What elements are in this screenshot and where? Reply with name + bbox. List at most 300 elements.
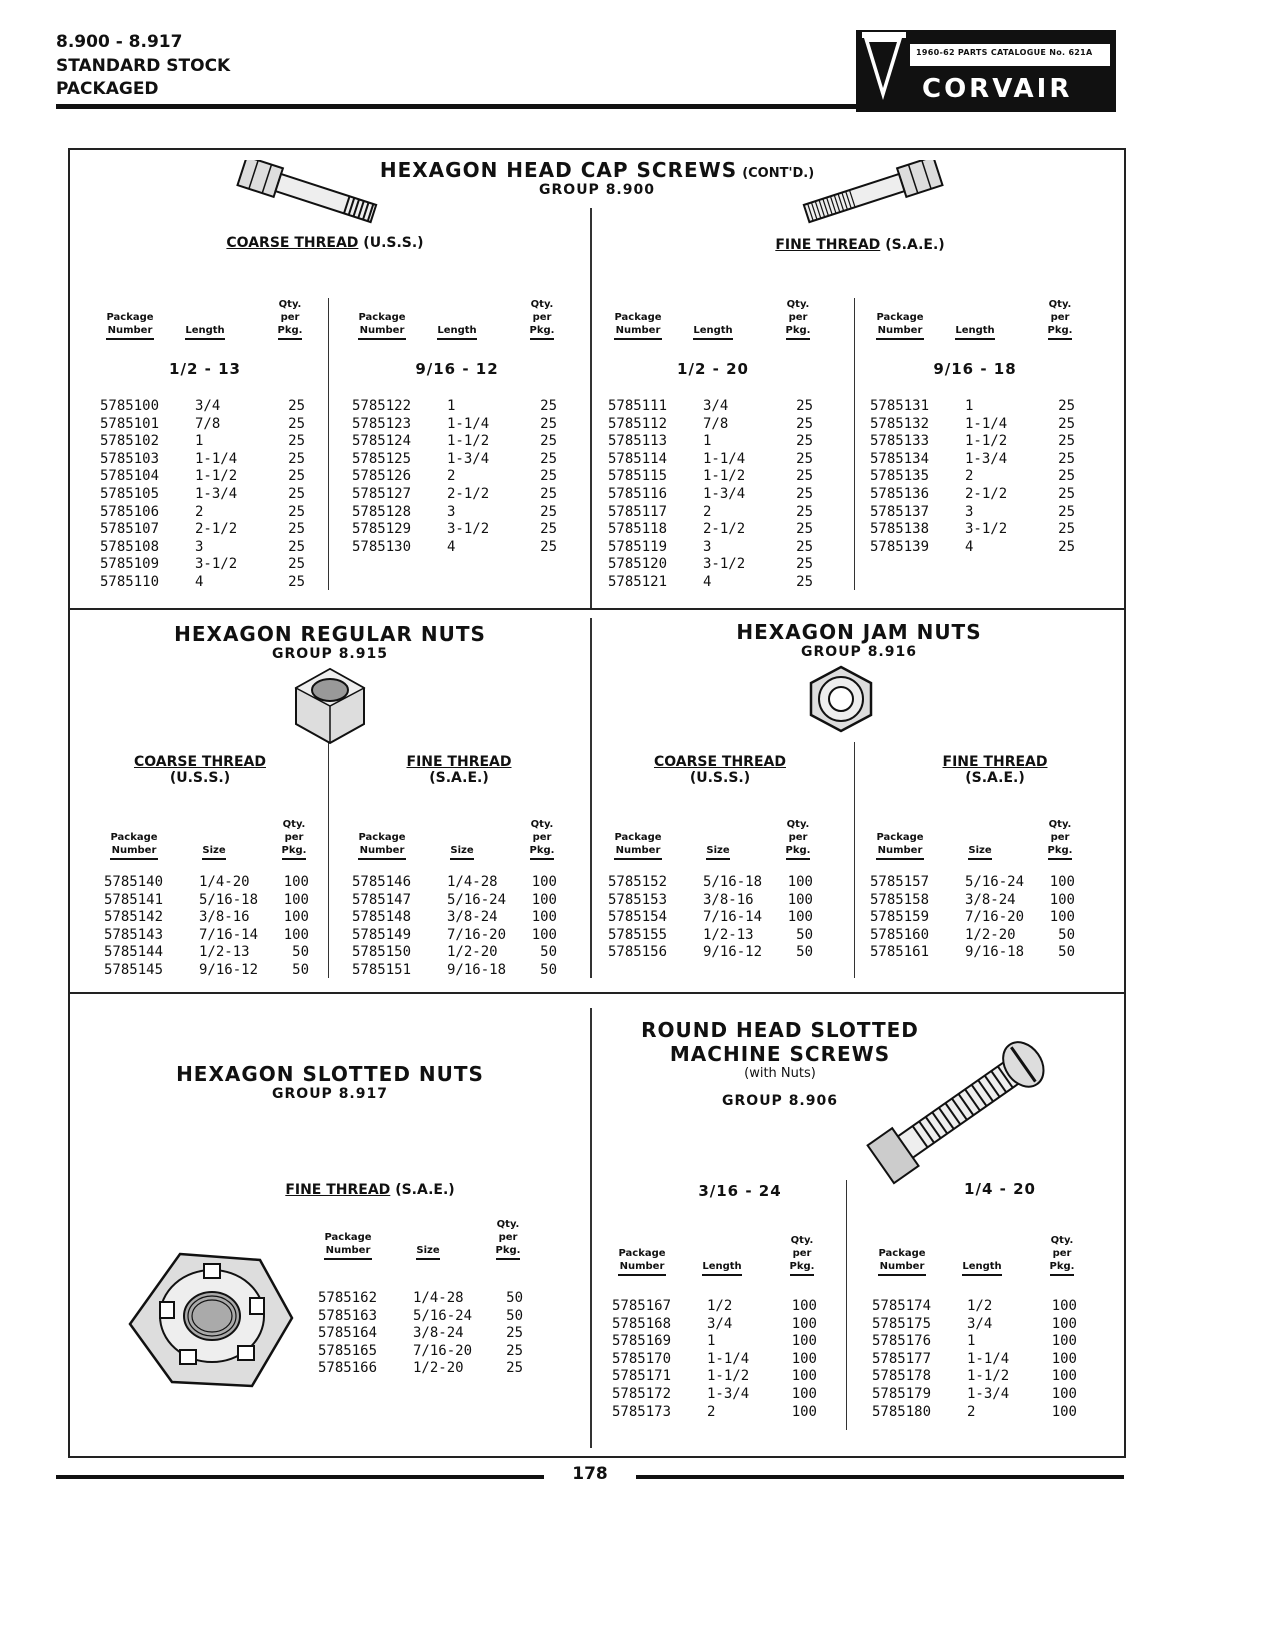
jam-nut-icon: [806, 664, 876, 734]
qty-cell: 100: [1049, 909, 1075, 926]
col-qty: Qty. per Pkg.: [1040, 298, 1080, 340]
size-heading: 9/16 - 18: [933, 360, 1017, 378]
spec-cell: 4: [703, 573, 712, 590]
package-number-cell: 5785132: [870, 415, 930, 432]
package-number-cell: 5785123: [352, 415, 412, 432]
table-row: [104, 909, 309, 927]
spec-cell: 1/2: [707, 1298, 733, 1314]
qty-cell: 25: [540, 485, 557, 502]
package-number-cell: 5785111: [608, 398, 668, 414]
qty-cell: 25: [1058, 468, 1075, 485]
package-number-cell: 5785144: [104, 944, 164, 961]
qty-cell: 100: [1051, 1385, 1077, 1402]
qty-cell: 25: [288, 573, 305, 590]
spec-cell: 1/4-28: [447, 874, 498, 890]
slotted-fine-thread-label: [270, 1182, 470, 1198]
spec-cell: 1/4-28: [413, 1290, 464, 1306]
table-row: [100, 539, 305, 557]
spec-cell: 1-1/2: [447, 433, 490, 450]
spec-cell: 9/16-12: [703, 944, 763, 961]
table-row: [104, 874, 309, 892]
ms-table-2: [872, 1298, 1077, 1421]
table-row: [612, 1316, 817, 1334]
reg-fine-colheads: [352, 818, 562, 860]
table-row: [870, 451, 1075, 469]
spec-cell: 1-3/4: [965, 450, 1008, 467]
qty-cell: 50: [506, 1290, 523, 1306]
qty-cell: 25: [288, 556, 305, 573]
qty-cell: 100: [1051, 1403, 1077, 1420]
spec-cell: 1: [707, 1333, 716, 1350]
machine-screws-title-1: ROUND HEAD SLOTTED: [641, 1018, 919, 1042]
spec-cell: 3/8-16: [199, 909, 250, 926]
package-number-cell: 5785137: [870, 503, 930, 520]
qty-cell: 25: [288, 538, 305, 555]
col-qty: Qty. per Pkg.: [1042, 1234, 1082, 1276]
size-heading: 1/2 - 13: [169, 360, 241, 378]
slotted-nuts-heading: [70, 1062, 590, 1102]
package-number-cell: 5785101: [100, 415, 160, 432]
spec-cell: 5/16-24: [413, 1307, 473, 1324]
package-number-cell: 5785145: [104, 961, 164, 978]
header-range: 8.900 - 8.917: [56, 32, 183, 52]
col-length: Length: [672, 1260, 772, 1276]
table-row: [352, 892, 557, 910]
package-number-cell: 5785126: [352, 468, 412, 485]
qty-cell: 100: [791, 1333, 817, 1350]
qty-cell: 25: [1058, 503, 1075, 520]
spec-cell: 2: [703, 503, 712, 520]
cap-divider-left: [328, 298, 329, 590]
col-length: Length: [932, 1260, 1032, 1276]
qty-cell: 50: [796, 926, 813, 943]
qty-cell: 25: [288, 521, 305, 538]
package-number-cell: 5785158: [870, 891, 930, 908]
spec-cell: 3-1/2: [195, 556, 238, 573]
cap-screws-contd: (CONT'D.): [742, 166, 815, 181]
table-row: [318, 1290, 523, 1308]
table-row: [870, 874, 1075, 892]
table-row: [318, 1308, 523, 1326]
spec-cell: 1/4-20: [199, 874, 250, 890]
spec-cell: 1-1/2: [703, 468, 746, 485]
col-length: Length: [160, 324, 250, 340]
spec-cell: 7/16-20: [965, 909, 1025, 926]
size-heading: 9/16 - 12: [415, 360, 499, 378]
table-row: [870, 892, 1075, 910]
qty-cell: 100: [531, 874, 557, 890]
spec-cell: 1-1/2: [965, 433, 1008, 450]
spec-cell: 1-1/4: [703, 450, 746, 467]
qty-cell: 25: [540, 398, 557, 414]
package-number-cell: 5785170: [612, 1350, 672, 1367]
col-package-number: Package Number: [612, 1247, 672, 1276]
cap-coarse-thread-label: [210, 235, 440, 251]
table-row: [870, 486, 1075, 504]
qty-cell: 50: [292, 944, 309, 961]
cap-fine-label: FINE THREAD: [775, 237, 881, 253]
package-number-cell: 5785155: [608, 926, 668, 943]
table-row: [870, 433, 1075, 451]
spec-cell: 1: [965, 398, 974, 414]
spec-cell: 3/4: [703, 398, 729, 414]
ms-colheads-2: [872, 1234, 1082, 1276]
spec-cell: 3/8-24: [447, 909, 498, 926]
brand-corvair: CORVAIR: [922, 74, 1073, 104]
table-row: [608, 944, 813, 962]
spec-cell: 5/16-18: [199, 891, 259, 908]
package-number-cell: 5785180: [872, 1403, 932, 1420]
table-row: [318, 1343, 523, 1361]
reg-fine-thread-label: [384, 754, 534, 786]
qty-cell: 100: [1049, 891, 1075, 908]
table-row: [608, 468, 813, 486]
size-heading: 1/2 - 20: [677, 360, 749, 378]
table-row: [612, 1368, 817, 1386]
spec-cell: 7/16-20: [447, 926, 507, 943]
table-row: [100, 574, 305, 592]
package-number-cell: 5785135: [870, 468, 930, 485]
table-row: [872, 1386, 1077, 1404]
spec-cell: 3/8-24: [413, 1325, 464, 1342]
package-number-cell: 5785139: [870, 538, 930, 555]
cap-screws-group: GROUP 8.900: [539, 182, 655, 198]
cap-table-3: [608, 398, 813, 592]
cap-table-4: [870, 398, 1075, 556]
table-row: [870, 504, 1075, 522]
qty-cell: 100: [1051, 1333, 1077, 1350]
reg-fine-label: FINE THREAD: [406, 754, 512, 770]
spec-cell: 1-3/4: [195, 485, 238, 502]
col-package-number: Package Number: [318, 1231, 378, 1260]
spec-cell: 7/8: [703, 415, 729, 432]
table-row: [870, 416, 1075, 434]
package-number-cell: 5785138: [870, 521, 930, 538]
qty-cell: 25: [796, 450, 813, 467]
table-row: [872, 1298, 1077, 1316]
spec-cell: 1-3/4: [967, 1385, 1010, 1402]
col-size: Size: [668, 844, 768, 860]
qty-cell: 25: [796, 556, 813, 573]
slotted-nuts-group: GROUP 8.917: [272, 1086, 388, 1102]
machine-screw-icon: [850, 1030, 1070, 1190]
package-number-cell: 5785148: [352, 909, 412, 926]
spec-cell: 3: [703, 538, 712, 555]
qty-cell: 100: [1051, 1368, 1077, 1385]
col-size: Size: [378, 1244, 478, 1260]
section-divider-2: [68, 992, 1126, 994]
cap-center-divider: [590, 208, 592, 608]
package-number-cell: 5785167: [612, 1298, 672, 1314]
spec-cell: 3/8-16: [703, 891, 754, 908]
spec-cell: 7/16-14: [703, 909, 763, 926]
qty-cell: 50: [1058, 944, 1075, 961]
qty-cell: 100: [531, 926, 557, 943]
package-number-cell: 5785161: [870, 944, 930, 961]
spec-cell: 2-1/2: [965, 485, 1008, 502]
qty-cell: 100: [787, 909, 813, 926]
table-row: [608, 539, 813, 557]
package-number-cell: 5785112: [608, 415, 668, 432]
cap-block-2: [352, 298, 562, 378]
package-number-cell: 5785133: [870, 433, 930, 450]
ms-colheads-1: [612, 1234, 822, 1276]
cap-screws-title: HEXAGON HEAD CAP SCREWS: [379, 158, 738, 182]
package-number-cell: 5785163: [318, 1307, 378, 1324]
spec-cell: 3/4: [195, 398, 221, 414]
qty-cell: 25: [796, 503, 813, 520]
table-row: [872, 1351, 1077, 1369]
package-number-cell: 5785178: [872, 1368, 932, 1385]
qty-cell: 100: [283, 926, 309, 943]
reg-fine-table: [352, 874, 557, 980]
col-package-number: Package Number: [872, 1247, 932, 1276]
package-number-cell: 5785154: [608, 909, 668, 926]
jam-coarse-thread-label: [640, 754, 800, 786]
spec-cell: 1/2-20: [965, 926, 1016, 943]
header-packaged: PACKAGED: [56, 79, 159, 99]
package-number-cell: 5785113: [608, 433, 668, 450]
spec-cell: 2: [195, 503, 204, 520]
qty-cell: 25: [1058, 485, 1075, 502]
table-row: [608, 451, 813, 469]
qty-cell: 25: [288, 398, 305, 414]
table-row: [100, 433, 305, 451]
regular-nuts-group: GROUP 8.915: [272, 646, 388, 662]
section-divider-1: [68, 608, 1126, 610]
table-row: [870, 539, 1075, 557]
table-row: [612, 1386, 817, 1404]
qty-cell: 25: [288, 468, 305, 485]
header-standard-stock: STANDARD STOCK: [56, 56, 231, 76]
cap-block-1: [100, 298, 310, 378]
package-number-cell: 5785104: [100, 468, 160, 485]
qty-cell: 25: [796, 415, 813, 432]
spec-cell: 7/16-14: [199, 926, 259, 943]
footer-rule-left: [56, 1475, 544, 1479]
package-number-cell: 5785108: [100, 538, 160, 555]
table-row: [608, 504, 813, 522]
machine-screws-group: GROUP 8.906: [722, 1093, 838, 1109]
table-row: [100, 398, 305, 416]
qty-cell: 100: [1051, 1315, 1077, 1332]
table-row: [870, 398, 1075, 416]
spec-cell: 1/2: [967, 1298, 993, 1314]
package-number-cell: 5785100: [100, 398, 160, 414]
package-number-cell: 5785172: [612, 1385, 672, 1402]
qty-cell: 100: [283, 891, 309, 908]
nuts-center-divider: [590, 618, 592, 978]
col-length: Length: [412, 324, 502, 340]
package-number-cell: 5785115: [608, 468, 668, 485]
header-rule: [56, 104, 856, 109]
table-row: [352, 962, 557, 980]
regular-nuts-heading: [70, 622, 590, 662]
table-row: [352, 874, 557, 892]
package-number-cell: 5785175: [872, 1315, 932, 1332]
table-row: [872, 1368, 1077, 1386]
col-qty: Qty. per Pkg.: [782, 1234, 822, 1276]
package-number-cell: 5785103: [100, 450, 160, 467]
bottom-center-divider: [590, 1008, 592, 1448]
package-number-cell: 5785162: [318, 1290, 378, 1306]
qty-cell: 100: [283, 874, 309, 890]
col-qty: Qty. per Pkg.: [1040, 818, 1080, 860]
spec-cell: 4: [965, 538, 974, 555]
table-row: [612, 1333, 817, 1351]
package-number-cell: 5785122: [352, 398, 412, 414]
package-number-cell: 5785114: [608, 450, 668, 467]
package-number-cell: 5785107: [100, 521, 160, 538]
table-row: [612, 1351, 817, 1369]
col-qty: Qty. per Pkg.: [522, 818, 562, 860]
table-row: [104, 892, 309, 910]
bolt-coarse-icon: [230, 160, 390, 230]
package-number-cell: 5785116: [608, 485, 668, 502]
qty-cell: 25: [288, 503, 305, 520]
spec-cell: 1/2-20: [447, 944, 498, 961]
col-length: Length: [668, 324, 758, 340]
machine-screws-note: (with Nuts): [744, 1066, 816, 1081]
qty-cell: 25: [288, 433, 305, 450]
qty-cell: 25: [796, 538, 813, 555]
jam-coarse-table: [608, 874, 813, 962]
package-number-cell: 5785130: [352, 538, 412, 555]
table-row: [608, 398, 813, 416]
qty-cell: 50: [1058, 926, 1075, 943]
reg-divider: [328, 742, 329, 978]
spec-cell: 9/16-12: [199, 961, 259, 978]
catalogue-label: 1960-62 PARTS CATALOGUE No. 621A: [916, 48, 1093, 57]
package-number-cell: 5785117: [608, 503, 668, 520]
table-row: [352, 468, 557, 486]
spec-cell: 1/2-13: [199, 944, 250, 961]
col-qty: Qty. per Pkg.: [270, 298, 310, 340]
spec-cell: 3/4: [967, 1315, 993, 1332]
spec-cell: 3: [447, 503, 456, 520]
qty-cell: 100: [1049, 874, 1075, 890]
table-row: [352, 539, 557, 557]
table-row: [870, 521, 1075, 539]
spec-cell: 3/4: [707, 1315, 733, 1332]
table-row: [608, 416, 813, 434]
spec-cell: 3-1/2: [703, 556, 746, 573]
table-row: [608, 486, 813, 504]
qty-cell: 25: [796, 433, 813, 450]
table-row: [100, 451, 305, 469]
reg-coarse-table: [104, 874, 309, 980]
spec-cell: 9/16-18: [447, 961, 507, 978]
qty-cell: 25: [288, 415, 305, 432]
slotted-nuts-title: HEXAGON SLOTTED NUTS: [176, 1062, 484, 1086]
package-number-cell: 5785125: [352, 450, 412, 467]
qty-cell: 25: [1058, 398, 1075, 414]
table-row: [872, 1333, 1077, 1351]
bolt-fine-icon: [790, 160, 950, 230]
slotted-colheads: [318, 1218, 528, 1260]
package-number-cell: 5785106: [100, 503, 160, 520]
jam-fine-thread-label: [920, 754, 1070, 786]
table-row: [100, 486, 305, 504]
spec-cell: 1-1/2: [707, 1368, 750, 1385]
spec-cell: 2: [967, 1403, 976, 1420]
package-number-cell: 5785118: [608, 521, 668, 538]
ms-table-1: [612, 1298, 817, 1421]
slotted-nut-icon: [120, 1246, 295, 1396]
col-qty: Qty. per Pkg.: [488, 1218, 528, 1260]
slotted-fine-label: FINE THREAD: [285, 1182, 391, 1198]
col-package-number: Package Number: [870, 831, 930, 860]
qty-cell: 25: [540, 450, 557, 467]
jam-coarse-spec: (U.S.S.): [689, 770, 751, 786]
package-number-cell: 5785110: [100, 573, 160, 590]
slotted-fine-spec: (S.A.E.): [395, 1182, 455, 1198]
qty-cell: 100: [791, 1315, 817, 1332]
col-package-number: Package Number: [870, 311, 930, 340]
qty-cell: 25: [288, 485, 305, 502]
col-package-number: Package Number: [100, 311, 160, 340]
spec-cell: 3-1/2: [965, 521, 1008, 538]
col-length: Length: [930, 324, 1020, 340]
reg-coarse-thread-label: [120, 754, 280, 786]
package-number-cell: 5785171: [612, 1368, 672, 1385]
qty-cell: 100: [531, 891, 557, 908]
spec-cell: 2: [447, 468, 456, 485]
spec-cell: 1: [703, 433, 712, 450]
cap-coarse-label: COARSE THREAD: [226, 235, 359, 251]
spec-cell: 4: [447, 538, 456, 555]
col-size: Size: [412, 844, 512, 860]
qty-cell: 100: [791, 1403, 817, 1420]
qty-cell: 25: [540, 538, 557, 555]
table-row: [870, 927, 1075, 945]
package-number-cell: 5785153: [608, 891, 668, 908]
table-row: [100, 521, 305, 539]
qty-cell: 100: [787, 874, 813, 890]
table-row: [100, 504, 305, 522]
package-number-cell: 5785151: [352, 961, 412, 978]
page-number: 178: [572, 1464, 608, 1484]
package-number-cell: 5785124: [352, 433, 412, 450]
qty-cell: 25: [796, 468, 813, 485]
table-row: [100, 416, 305, 434]
jam-nuts-group: GROUP 8.916: [801, 644, 917, 660]
qty-cell: 100: [791, 1298, 817, 1314]
table-row: [352, 927, 557, 945]
package-number-cell: 5785165: [318, 1342, 378, 1359]
package-number-cell: 5785127: [352, 485, 412, 502]
table-row: [872, 1316, 1077, 1334]
qty-cell: 25: [540, 503, 557, 520]
qty-cell: 50: [540, 961, 557, 978]
spec-cell: 2-1/2: [447, 485, 490, 502]
table-row: [612, 1404, 817, 1422]
spec-cell: 1/2-13: [703, 926, 754, 943]
table-row: [608, 574, 813, 592]
jam-fine-spec: (S.A.E.): [965, 770, 1025, 786]
package-number-cell: 5785177: [872, 1350, 932, 1367]
qty-cell: 25: [506, 1360, 523, 1377]
table-row: [870, 944, 1075, 962]
col-qty: Qty. per Pkg.: [274, 818, 314, 860]
qty-cell: 25: [796, 485, 813, 502]
table-row: [318, 1325, 523, 1343]
spec-cell: 7/16-20: [413, 1342, 473, 1359]
col-package-number: Package Number: [104, 831, 164, 860]
col-size: Size: [930, 844, 1030, 860]
package-number-cell: 5785140: [104, 874, 164, 890]
qty-cell: 100: [791, 1385, 817, 1402]
